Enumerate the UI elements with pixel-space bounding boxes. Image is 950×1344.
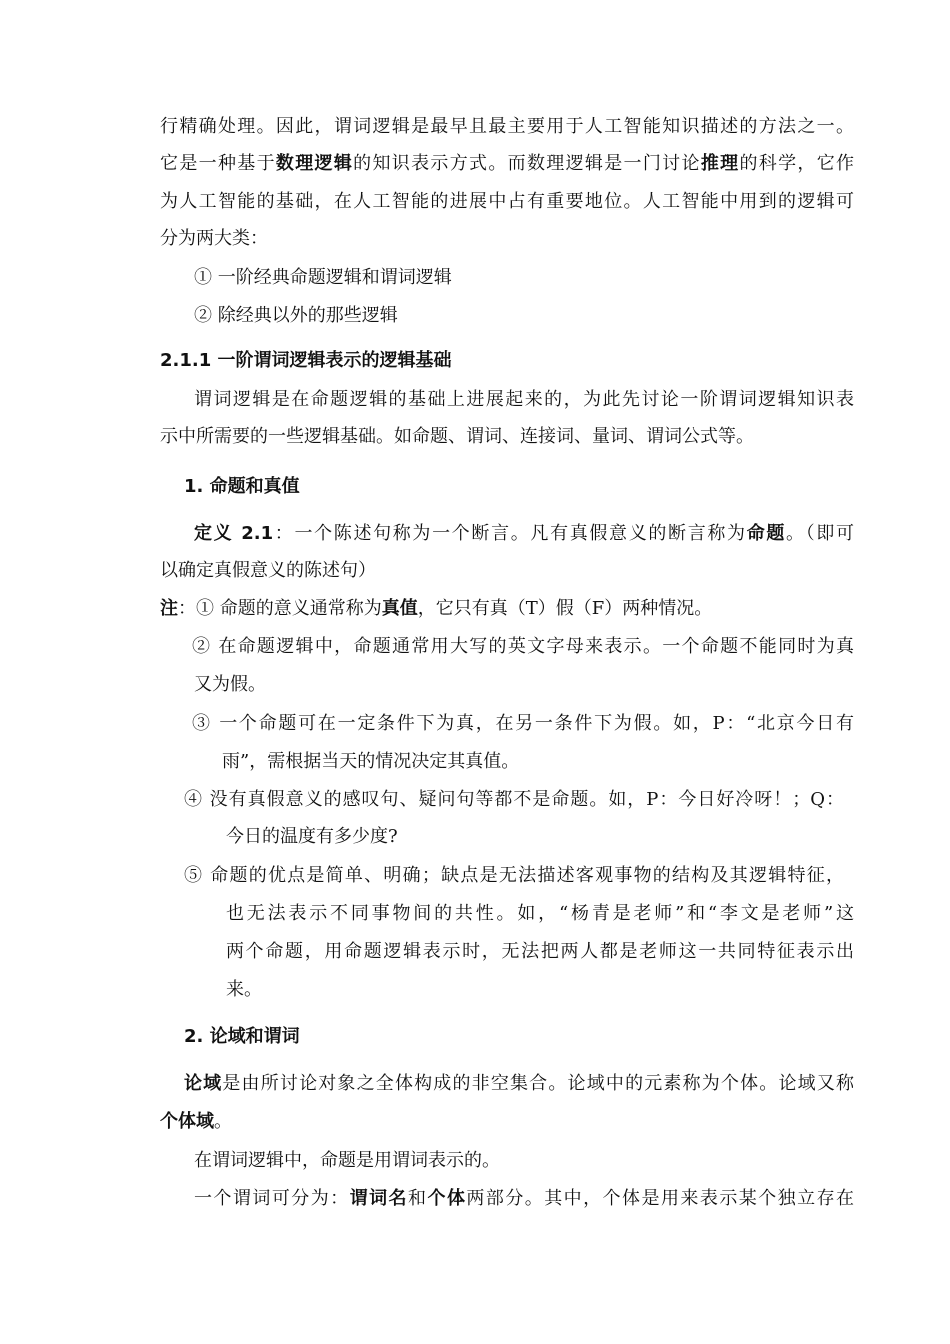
definition-label: 定义 2.1	[194, 523, 274, 544]
bold-term: 论域	[184, 1073, 223, 1094]
bold-term: 真值	[381, 598, 418, 619]
bold-term: 数理逻辑	[275, 153, 354, 174]
bold-term: 命题	[746, 523, 787, 544]
text: 分为两大类：	[160, 228, 268, 249]
bold-term: 推理	[700, 153, 740, 174]
text: 它是一种基于数理逻辑的知识表示方式。而数理逻辑是一门讨论推理的科学，它作	[160, 153, 855, 174]
bold-term: 个体	[427, 1188, 467, 1209]
bold-term: 个体域	[160, 1111, 214, 1132]
note-label: 注	[160, 598, 178, 619]
text: 为人工智能的基础，在人工智能的进展中占有重要地位。人工智能中用到的逻辑可	[160, 191, 854, 212]
document-page: 行精确处理。因此，谓词逻辑是最早且最主要用于人工智能知识描述的方法之一。 它是一种基于数理逻辑的知识表示方式。而数理逻辑是一门讨论推理的科学，它作 为人工智能的基础，在人工智能的进展中占有重要地位。人工智能中用到的逻辑可 分为两大类： ① 一阶经典命题逻辑和谓词逻辑 ② 除经典以外的那些逻辑 2.1.1 一阶谓词逻辑表示的逻辑基础 谓词逻辑是在命题逻辑的基础上进展起来的，为此先讨论一阶谓词逻辑知识表 示中所需要的一些逻辑基础。如命题、谓词、连接词、量词、谓词公式等。 1. 命题和真值 定义 2.1：一个陈述句称为一个断言。凡有真假意义的断言称为命题。（即可 以确定真假意义的陈述句） 注：① 命题的意义通常称为真值，它只有真（T）假（F）两种情况。 ② 在命题逻辑中，命题通常用大写的英文字母来表示。一个命题不能同时为真 又为假。 ③ 一个命题可在一定条件下为真，在另一条件下为假。如，P：“北京今日有 雨”，需根据当天的情况决定其真值。 ④ 没有真假意义的感叹句、疑问句等都不是命题。如，P：今日好冷呀！；Q： 今日的温度有多少度? ⑤ 命题的优点是简单、明确；缺点是无法描述客观事物的结构及其逻辑特征， 也无法表示不同事物间的共性。如，“杨青是老师”和“李文是老师”这 两个命题，用命题逻辑表示时，无法把两人都是老师这一共同特征表示出 来。 2. 论域和谓词 论域是由所讨论对象之全体构成的非空集合。论域中的元素称为个体。论域又称 个体域。 在谓词逻辑中，命题是用谓词表示的。 一个谓词可分为：谓词名和个体两部分。其中，个体是用来表示某个独立存在	[0, 0, 950, 1344]
bold-term: 谓词名	[349, 1188, 409, 1209]
text: 行精确处理。因此，谓词逻辑是最早且最主要用于人工智能知识描述的方法之一。	[160, 116, 854, 137]
